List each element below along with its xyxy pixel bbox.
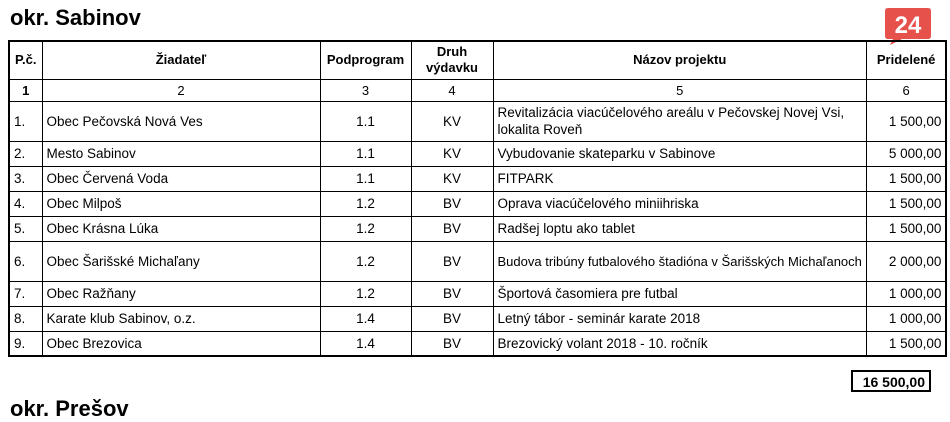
cell-pc: 8. xyxy=(9,306,42,331)
cell-ziadatel: Obec Ražňany xyxy=(42,281,320,306)
cell-ziadatel: Obec Šarišské Michaľany xyxy=(42,241,320,281)
cell-pridelene: 5 000,00 xyxy=(866,141,946,166)
cell-pc: 1. xyxy=(9,101,42,141)
table-row xyxy=(9,306,946,331)
cell-ziadatel: Obec Milpoš xyxy=(42,191,320,216)
logo-text: 24 xyxy=(894,12,922,39)
table-row xyxy=(9,281,946,306)
cell-podprogram: 1.2 xyxy=(320,216,411,241)
cell-pridelene: 1 500,00 xyxy=(866,216,946,241)
cell-ziadatel: Obec Krásna Lúka xyxy=(42,216,320,241)
cell-pc: 3. xyxy=(9,166,42,191)
cell-nazov: Oprava viacúčelového miniihriska xyxy=(493,191,866,216)
cell-nazov: Revitalizácia viacúčelového areálu v Pečovskej Novej Vsi, lokalita Roveň xyxy=(493,101,866,141)
table-row xyxy=(9,166,946,191)
cell-ziadatel: Obec Pečovská Nová Ves xyxy=(42,101,320,141)
grant-table xyxy=(8,40,947,357)
column-number: 1 xyxy=(9,79,42,101)
cell-druh: BV xyxy=(411,281,493,306)
header-druh: Druh výdavku xyxy=(411,41,493,79)
total-amount: 16 500,00 xyxy=(851,370,931,392)
header-pc: P.č. xyxy=(9,41,42,79)
table-row xyxy=(9,191,946,216)
cell-pc: 2. xyxy=(9,141,42,166)
cell-pridelene: 1 000,00 xyxy=(866,281,946,306)
table-row xyxy=(9,241,946,281)
column-number: 3 xyxy=(320,79,411,101)
next-section-title: okr. Prešov xyxy=(10,396,129,421)
cell-pridelene: 1 500,00 xyxy=(866,101,946,141)
table-row xyxy=(9,101,946,141)
cell-druh: BV xyxy=(411,216,493,241)
cell-pridelene: 1 000,00 xyxy=(866,306,946,331)
cell-pridelene: 1 500,00 xyxy=(866,331,946,356)
cell-nazov: Športová časomiera pre futbal xyxy=(493,281,866,306)
cell-druh: BV xyxy=(411,306,493,331)
column-number: 4 xyxy=(411,79,493,101)
cell-podprogram: 1.1 xyxy=(320,166,411,191)
cell-pc: 7. xyxy=(9,281,42,306)
page-title: okr. Sabinov xyxy=(10,5,141,30)
cell-druh: KV xyxy=(411,141,493,166)
header-nazov: Názov projektu xyxy=(493,41,866,79)
column-number: 6 xyxy=(866,79,946,101)
header-row xyxy=(9,41,946,79)
cell-druh: BV xyxy=(411,191,493,216)
cell-druh: KV xyxy=(411,101,493,141)
cell-nazov: FITPARK xyxy=(493,166,866,191)
column-number: 5 xyxy=(493,79,866,101)
cell-ziadatel: Karate klub Sabinov, o.z. xyxy=(42,306,320,331)
header-ziadatel: Žiadateľ xyxy=(42,41,320,79)
cell-pc: 9. xyxy=(9,331,42,356)
table-row xyxy=(9,141,946,166)
table-row xyxy=(9,216,946,241)
cell-nazov: Letný tábor - seminár karate 2018 xyxy=(493,306,866,331)
header-podprogram: Podprogram xyxy=(320,41,411,79)
cell-pridelene: 1 500,00 xyxy=(866,191,946,216)
cell-podprogram: 1.2 xyxy=(320,191,411,216)
cell-podprogram: 1.2 xyxy=(320,281,411,306)
cell-nazov: Radšej loptu ako tablet xyxy=(493,216,866,241)
cell-ziadatel: Obec Brezovica xyxy=(42,331,320,356)
cell-pc: 4. xyxy=(9,191,42,216)
column-number: 2 xyxy=(42,79,320,101)
cell-nazov: Brezovický volant 2018 - 10. ročník xyxy=(493,331,866,356)
cell-ziadatel: Obec Červená Voda xyxy=(42,166,320,191)
cell-nazov: Budova tribúny futbalového štadióna v Šarišských Michaľanoch xyxy=(493,241,866,281)
cell-druh: KV xyxy=(411,166,493,191)
cell-pc: 5. xyxy=(9,216,42,241)
cell-nazov: Vybudovanie skateparku v Sabinove xyxy=(493,141,866,166)
column-number-row xyxy=(9,79,946,101)
cell-pridelene: 1 500,00 xyxy=(866,166,946,191)
cell-podprogram: 1.4 xyxy=(320,331,411,356)
cell-podprogram: 1.2 xyxy=(320,241,411,281)
header-pridelene: Pridelené xyxy=(866,41,946,79)
cell-druh: BV xyxy=(411,331,493,356)
cell-druh: BV xyxy=(411,241,493,281)
cell-pc: 6. xyxy=(9,241,42,281)
cell-podprogram: 1.1 xyxy=(320,101,411,141)
cell-ziadatel: Mesto Sabinov xyxy=(42,141,320,166)
table-row xyxy=(9,331,946,356)
cell-podprogram: 1.1 xyxy=(320,141,411,166)
cell-pridelene: 2 000,00 xyxy=(866,241,946,281)
cell-podprogram: 1.4 xyxy=(320,306,411,331)
